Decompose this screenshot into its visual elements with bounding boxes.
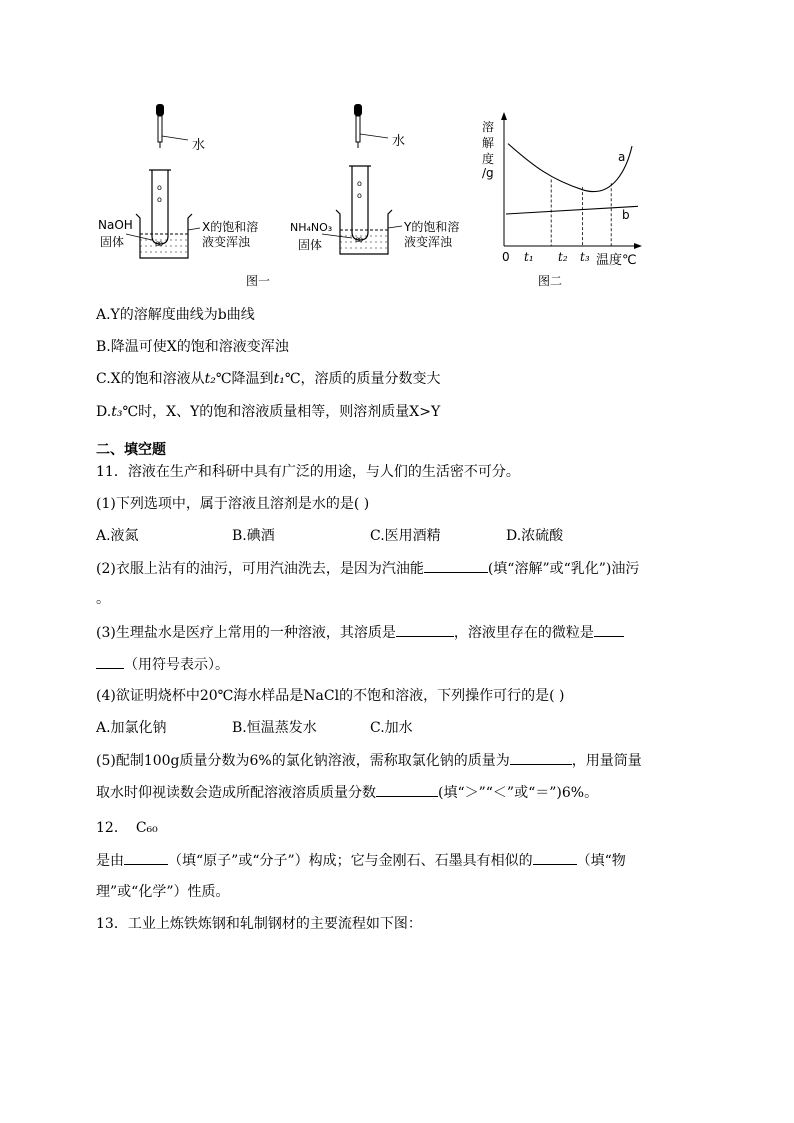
q11-p1-opt-c: C.医用酒精 — [370, 528, 441, 544]
q13-stem: 13．工业上炼铁炼钢和轧制钢材的主要流程如下图： — [96, 916, 422, 932]
q10-c-t1: t₁ — [273, 371, 285, 387]
curve-b — [506, 206, 638, 214]
svg-text:o: o — [157, 195, 162, 204]
q11-p4-opt-a: A.加氯化钠 — [96, 720, 167, 736]
q11-part5-cont — [96, 782, 598, 803]
q10-d-post: ℃时，X、Y的饱和溶液质量相等，则溶剂质量X>Y — [122, 404, 441, 420]
left-solution-label-1: X的饱和溶 — [202, 220, 259, 234]
y-axis-arrow — [501, 112, 507, 120]
figure-two — [478, 112, 658, 292]
q11-p3-b: ，溶液里存在的微粒是 — [453, 625, 594, 641]
q11-p5-blank-2[interactable] — [376, 782, 438, 797]
right-solution-label-1: Y的饱和溶 — [404, 220, 460, 234]
q11-p3-blank-1[interactable] — [396, 622, 454, 637]
left-solid-label-2: 固体 — [100, 235, 125, 249]
q12-number: 12． — [96, 820, 128, 836]
q11-p3-a: (3)生理盐水是医疗上常用的一种溶液，其溶质是 — [96, 625, 396, 641]
q11-part5 — [96, 750, 642, 771]
left-solution-label-2: 液变浑浊 — [202, 235, 251, 249]
q11-p5-blank-1[interactable] — [510, 750, 572, 765]
q10-option-a: A.Y的溶解度曲线为b曲线 — [96, 307, 255, 323]
left-solid-label-1: NaOH — [98, 218, 133, 232]
q11-p5-b: ，用量筒量 — [571, 753, 642, 769]
figure-two-caption: 图二 — [538, 274, 563, 288]
q11-p1-opt-d: D.浓硫酸 — [506, 528, 564, 544]
q12-number-line — [96, 818, 158, 838]
q12-l1-a: 是由 — [96, 853, 124, 869]
q11-part1-options — [96, 526, 563, 546]
left-apparatus — [126, 104, 200, 258]
y-label-4: /g — [482, 166, 494, 180]
q11-p2-blank[interactable] — [424, 558, 488, 573]
figure-one — [96, 96, 476, 296]
figure-one-caption: 图一 — [246, 274, 271, 288]
q11-part1: (1)下列选项中，属于溶液且溶剂是水的是( ) — [96, 496, 370, 512]
q10-option-c — [96, 369, 440, 389]
q11-part4-options — [96, 718, 413, 738]
q11-p1-opt-b: B.碘酒 — [232, 528, 275, 544]
q11-p5-c: 取水时仰视读数会造成所配溶液溶质质量分数 — [96, 785, 376, 801]
q11-p3-blank-2a[interactable] — [594, 622, 624, 637]
q11-part3 — [96, 622, 624, 643]
q10-c-post: ℃，溶质的质量分数变大 — [284, 371, 441, 387]
q10-option-b: B.降温可使X的饱和溶液变浑浊 — [96, 339, 289, 355]
x-tick-t2: t₂ — [558, 250, 568, 264]
x-axis-label: 温度℃ — [596, 253, 637, 268]
left-water-label: 水 — [192, 138, 206, 153]
x-tick-t3: t₃ — [580, 250, 590, 264]
q12-line2: 理”或“化学”）性质。 — [96, 884, 230, 900]
q12-formula: C₆₀ — [135, 820, 158, 836]
q10-d-t3: t₃ — [111, 404, 123, 420]
origin-label: 0 — [502, 250, 510, 264]
q10-c-mid: ℃降温到 — [215, 371, 274, 387]
q11-p4-opt-b: B.恒温蒸发水 — [232, 720, 317, 736]
right-solid-label-2: 固体 — [298, 238, 323, 252]
x-tick-t1: t₁ — [524, 250, 534, 264]
q10-d-pre: D. — [96, 404, 112, 420]
svg-text:o: o — [357, 191, 362, 200]
right-solution-label-2: 液变浑浊 — [404, 235, 453, 249]
q11-p1-opt-a: A.液氮 — [96, 528, 139, 544]
q11-part2 — [96, 558, 639, 579]
q12-l1-b: （填“原子”或“分子”）构成；它与金刚石、石墨具有相似的 — [168, 853, 533, 869]
q11-part3-cont — [96, 654, 229, 675]
q11-p2-b: (填“溶解”或“乳化”)油污 — [487, 561, 640, 577]
y-label-3: 度 — [482, 152, 495, 166]
q11-p3-blank-2b[interactable] — [96, 654, 124, 669]
curve-b-label: b — [622, 208, 630, 222]
y-label-2: 解 — [482, 136, 495, 150]
q12-blank-1[interactable] — [124, 850, 168, 865]
section-title-fill-blank: 二、填空题 — [96, 442, 166, 458]
svg-text:o: o — [357, 179, 362, 188]
q11-p5-d: (填“＞”“＜”或“＝”)6%。 — [438, 785, 599, 801]
q11-p2-a: (2)衣服上沾有的油污，可用汽油洗去，是因为汽油能 — [96, 561, 424, 577]
q10-c-pre: C.X的饱和溶液从 — [96, 371, 205, 387]
q12-line1 — [96, 850, 626, 871]
right-solid-label-1: NH₄NO₃ — [290, 221, 333, 234]
curve-a-label: a — [618, 150, 626, 164]
q10-c-t2: t₂ — [204, 371, 216, 387]
svg-text:ꝏ: ꝏ — [355, 235, 364, 244]
svg-text:o: o — [157, 183, 162, 192]
svg-text:ꝏ: ꝏ — [155, 239, 164, 248]
q11-p5-a: (5)配制100g质量分数为6%的氯化钠溶液，需称取氯化钠的质量为 — [96, 753, 510, 769]
q11-stem: 11．溶液在生产和科研中具有广泛的用途，与人们的生活密不可分。 — [96, 464, 520, 480]
right-water-label: 水 — [392, 134, 406, 149]
solubility-chart — [478, 112, 658, 268]
q11-p3-c: （用符号表示）。 — [124, 657, 229, 673]
y-label-1: 溶 — [482, 120, 495, 134]
right-apparatus — [322, 104, 402, 254]
q12-l1-c: （填“物 — [576, 853, 626, 869]
q11-part4: (4)欲证明烧杯中20℃海水样品是NaCl的不饱和溶液，下列操作可行的是( ) — [96, 688, 565, 704]
curve-a — [508, 144, 632, 192]
q10-option-d — [96, 402, 440, 422]
q12-blank-2[interactable] — [533, 850, 577, 865]
q11-p4-opt-c: C.加水 — [370, 720, 413, 736]
q11-part2-end: 。 — [96, 591, 110, 607]
